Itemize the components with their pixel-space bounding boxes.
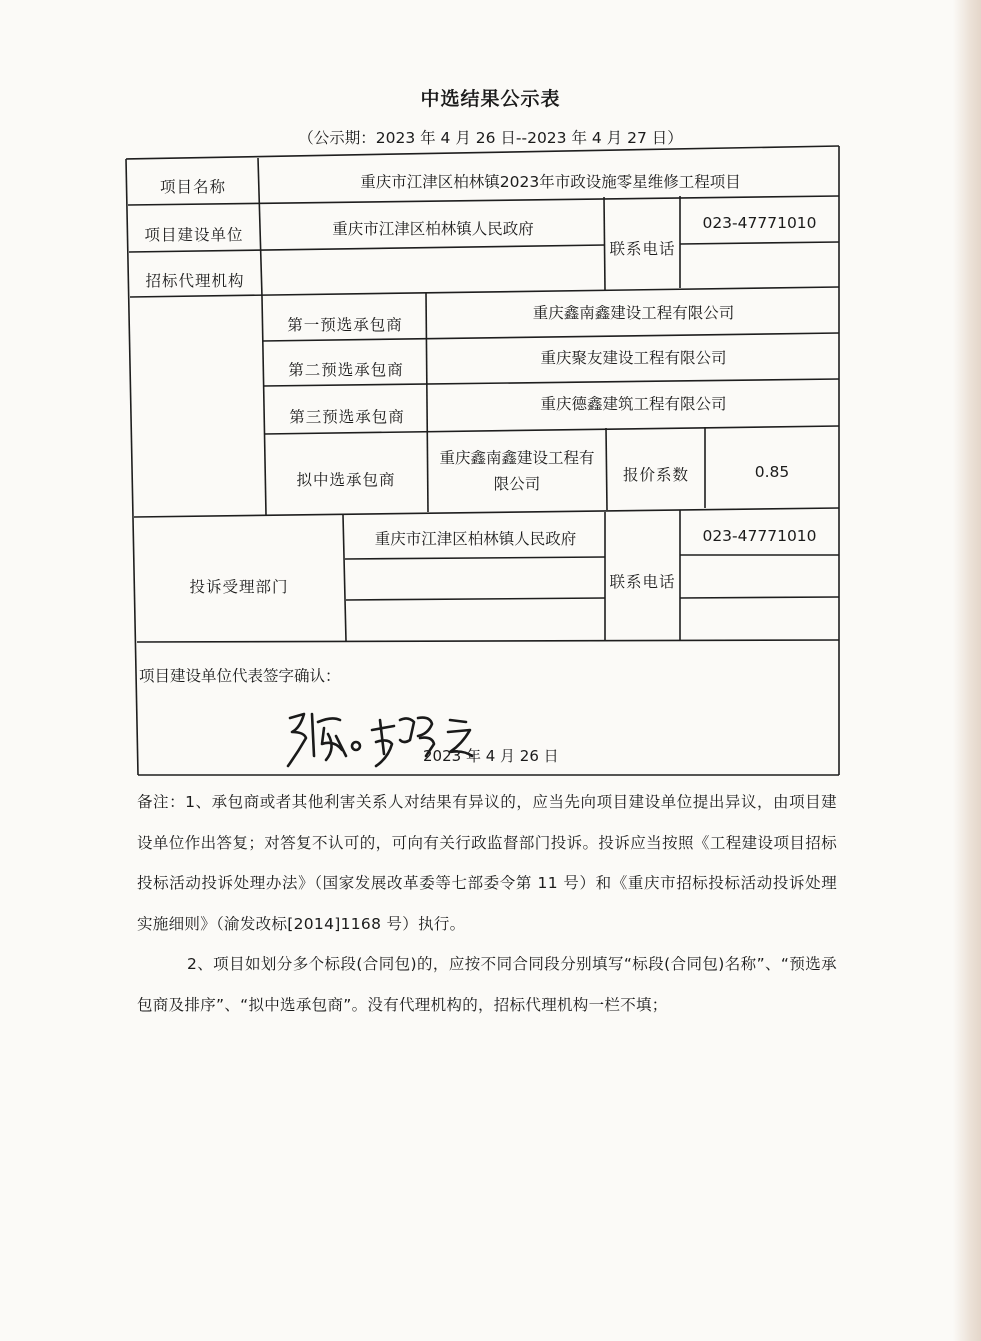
- candidate-3-label: 第三预选承包商: [289, 408, 405, 426]
- agency-value: [262, 258, 604, 292]
- winner-label: 拟中选承包商: [296, 471, 396, 489]
- project-name-value: 重庆市江津区柏林镇2023年市政设施零星维修工程项目: [360, 173, 741, 191]
- note-1: 备注：1、承包商或者其他利害关系人对结果有异议的，应当先向项目建设单位提出异议，由项目建设单位作出答复；对答复不认可的，可向有关行政监督部门投诉。投诉应当按照《工程建设项目招标投标活动投诉处理办法》（国家发展改革委等七部委令第 11 号）和《重庆市招标投标活动投诉处理实施细则》（渝发改标[2014]1168 号）执行。: [137, 793, 837, 933]
- complaint-phone-value-3: [680, 599, 839, 639]
- complaint-phone-value: 023-47771010: [702, 527, 817, 545]
- agency-phone-value: [680, 248, 839, 284]
- complaint-department-value-2: [346, 560, 605, 598]
- owner-value: 重庆市江津区柏林镇人民政府: [332, 220, 534, 238]
- candidate-1-label: 第一预选承包商: [287, 316, 403, 334]
- signature-label: 项目建设单位代表签字确认：: [139, 667, 341, 685]
- complaint-department-value-3: [346, 601, 605, 639]
- winner-value: [428, 440, 606, 502]
- signature-date: 2023 年 4 月 26 日: [423, 747, 559, 765]
- coefficient-label: 报价系数: [622, 466, 689, 484]
- complaint-department-value: 重庆市江津区柏林镇人民政府: [374, 530, 577, 548]
- candidate-2-value: 重庆聚友建设工程有限公司: [540, 349, 727, 367]
- complaint-department-label: 投诉受理部门: [189, 578, 289, 596]
- complaint-phone-label: 联系电话: [609, 573, 676, 591]
- owner-phone-label: 联系电话: [609, 240, 676, 258]
- candidate-2-label: 第二预选承包商: [288, 361, 404, 379]
- project-name-label: 项目名称: [159, 178, 226, 196]
- complaint-phone-value-2: [680, 557, 839, 597]
- page-title: 中选结果公示表: [420, 88, 561, 110]
- candidate-1-value: 重庆鑫南鑫建设工程有限公司: [532, 304, 735, 322]
- winner-value-line-2: 限公司: [493, 475, 541, 493]
- coefficient-value: 0.85: [754, 463, 790, 481]
- winner-value-line-1: 重庆鑫南鑫建设工程有: [439, 449, 595, 467]
- note-2: 2、项目如划分多个标段(合同包)的，应按不同合同段分别填写“标段(合同包)名称”、“预选承包商及排序”、“拟中选承包商”。没有代理机构的，招标代理机构一栏不填；: [137, 955, 837, 1014]
- owner-phone-value: 023-47771010: [702, 214, 817, 232]
- candidate-3-value: 重庆德鑫建筑工程有限公司: [540, 395, 727, 413]
- owner-label: 项目建设单位: [144, 226, 244, 244]
- agency-label: 招标代理机构: [145, 272, 245, 290]
- publicity-period: （公示期：2023 年 4 月 26 日--2023 年 4 月 27 日）: [298, 129, 683, 147]
